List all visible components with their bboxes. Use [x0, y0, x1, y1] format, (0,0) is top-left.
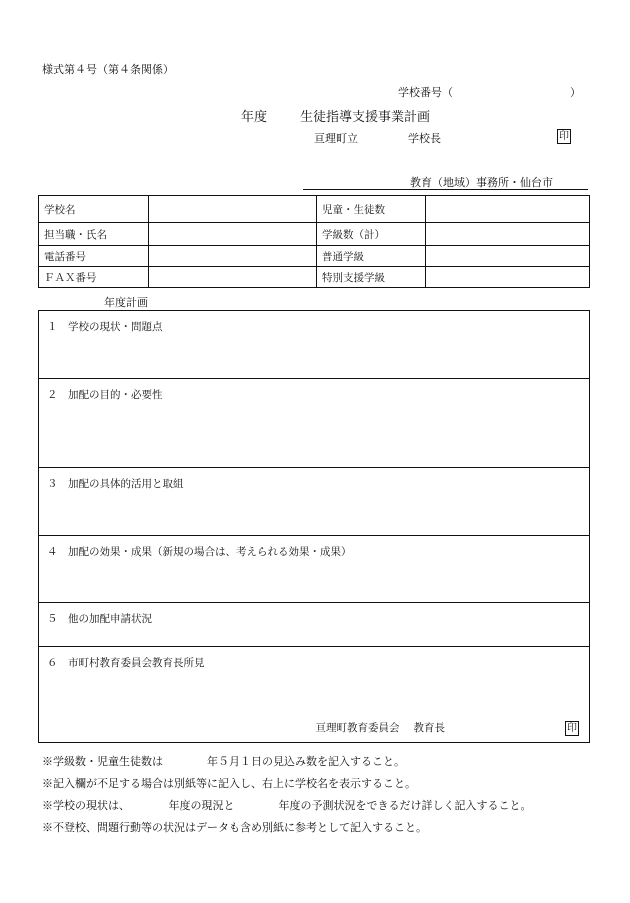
table-label: 学校名 [39, 196, 149, 223]
table-label: ＦＡＸ番号 [39, 267, 149, 288]
section-label: ５ 他の加配申請状況 [39, 603, 590, 647]
table-label: 児童・生徒数 [317, 196, 426, 223]
school-number-close: ） [570, 86, 581, 99]
table-label: 担当職・氏名 [39, 223, 149, 246]
table-cell-value[interactable] [426, 223, 590, 246]
form-id: 様式第４号（第４条関係） [42, 63, 174, 76]
note-1: ※学級数・児童生徒数は 年５月１日の見込み数を記入すること。 [42, 755, 405, 768]
notes [42, 753, 532, 841]
table-row [39, 223, 590, 246]
note-4: ※不登校、問題行動等の状況はデータも含め別紙に参考として記入すること。 [42, 821, 427, 834]
table-row [39, 246, 590, 267]
note-3: ※学校の現状は、 年度の現況と 年度の予測状況をできるだけ詳しく記入すること。 [42, 799, 532, 812]
info-table [38, 195, 590, 288]
superintendent-title: 教育長 [413, 722, 445, 734]
school-number-label: 学校番号（ [398, 86, 453, 99]
signature-line [316, 720, 580, 736]
principal-stamp [557, 129, 571, 144]
table-cell-value[interactable] [149, 223, 317, 246]
table-cell-value[interactable] [426, 267, 590, 288]
table-cell-value[interactable] [149, 196, 317, 223]
section-label: ６ 市町村教育委員会教育長所見 [47, 657, 205, 669]
stamp-mark: 印 [559, 131, 569, 142]
table-cell-value[interactable] [426, 246, 590, 267]
section-label-with-signature [39, 647, 590, 743]
plan-section[interactable] [39, 311, 590, 379]
principal-label: 学校長 [408, 132, 441, 145]
table-row [39, 267, 590, 288]
title-year: 年度 [241, 110, 268, 125]
office-underline [303, 189, 588, 190]
section-label: ２ 加配の目的・必要性 [39, 379, 590, 468]
table-label: 特別支援学級 [317, 267, 426, 288]
town-label: 亘理町立 [314, 132, 358, 145]
section-label: ３ 加配の具体的活用と取組 [39, 468, 590, 536]
plan-table [38, 310, 590, 743]
note-2: ※記入欄が不足する場合は別紙等に記入し、右上に学校名を表示すること。 [42, 777, 416, 790]
plan-section[interactable] [39, 468, 590, 536]
plan-heading: 年度計画 [104, 296, 148, 309]
plan-section[interactable] [39, 536, 590, 603]
superintendent-stamp: 印 [567, 723, 577, 734]
table-label: 電話番号 [39, 246, 149, 267]
table-label: 普通学級 [317, 246, 426, 267]
table-label: 学級数（計） [317, 223, 426, 246]
table-row [39, 196, 590, 223]
plan-section[interactable] [39, 603, 590, 647]
section-label: ４ 加配の効果・成果（新規の場合は、考えられる効果・成果） [39, 536, 590, 603]
table-cell-value[interactable] [149, 246, 317, 267]
page-title: 生徒指導支援事業計画 [300, 110, 431, 125]
section-label: １ 学校の現状・問題点 [39, 311, 590, 379]
plan-section[interactable] [39, 379, 590, 468]
board-name: 亘理町教育委員会 [315, 722, 400, 734]
plan-section[interactable] [39, 647, 590, 743]
table-cell-value[interactable] [149, 267, 317, 288]
office-label: 教育（地域）事務所・仙台市 [410, 176, 553, 189]
table-cell-value[interactable] [426, 196, 590, 223]
